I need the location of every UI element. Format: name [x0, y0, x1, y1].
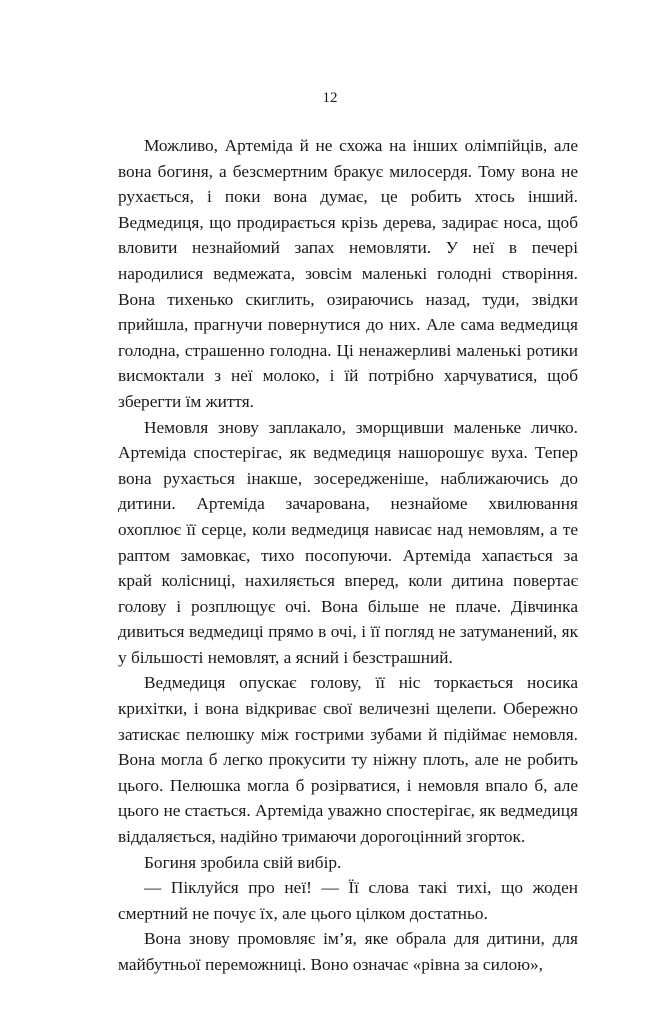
paragraph: Можливо, Артеміда й не схожа на інших олімпійців, але вона богиня, а безсмертним бракує милосердя. Тому вона не рухається, і поки вона думає, це робить хтось інший. Ведмедиця, що продирається крізь дерева, задирає носа, щоб вловити незнайомий запах немовляти. У неї в печері народилися ведмежата, зовсім маленькі голодні створіння. Вона тихенько скиглить, озираючись назад, туди, звідки прийшла, прагнучи повернутися до них. Але сама ведмедиця голодна, страшенно голодна. Ці ненажерливі маленькі ротики висмоктали з неї молоко, і їй потрібно харчуватися, щоб зберегти їм життя. [118, 136, 578, 411]
paragraph: Богиня зробила свій вибір. [144, 852, 342, 872]
paragraph: Вона знову промовляє ім’я, яке обрала для дитини, для майбутньої переможниці. Воно означає «рівна за силою», [118, 929, 578, 974]
body-text [118, 133, 578, 978]
paragraph: Немовля знову заплакало, зморщивши маленьке личко. Артеміда спостерігає, як ведмедиця нашорошує вуха. Тепер вона рухається інакше, зосередженіше, наближаючись до дитини. Артеміда зачарована, незнайоме хвилювання охоплює її серце, коли ведмедиця нависає над немовлям, а те раптом замовкає, тихо посопуючи. Артеміда хапається за край колісниці, нахиляється вперед, коли дитина повертає голову і розплющує очі. Вона більше не плаче. Дівчинка дивиться ведмедиці прямо в очі, і її погляд не затуманений, як у більшості немовлят, а ясний і безстрашний. [118, 417, 578, 667]
paragraph: Ведмедиця опускає голову, її ніс торкається носика крихітки, і вона відкриває свої величезні щелепи. Обережно затискає пелюшку між гострими зубами й підіймає немовля. Вона могла б легко прокусити ту ніжну плоть, але не робить цього. Пелюшка могла б розірватися, і немовля впало б, але цього не стається. Артеміда уважно спостерігає, як ведмедиця віддаляється, надійно тримаючи дорогоцінний згорток. [118, 673, 578, 847]
paragraph: — Піклуйся про неї! — Її слова такі тихі, що жоден смертний не почує їх, але цього цілком достатньо. [118, 878, 578, 923]
page-number: 12 [322, 90, 338, 106]
